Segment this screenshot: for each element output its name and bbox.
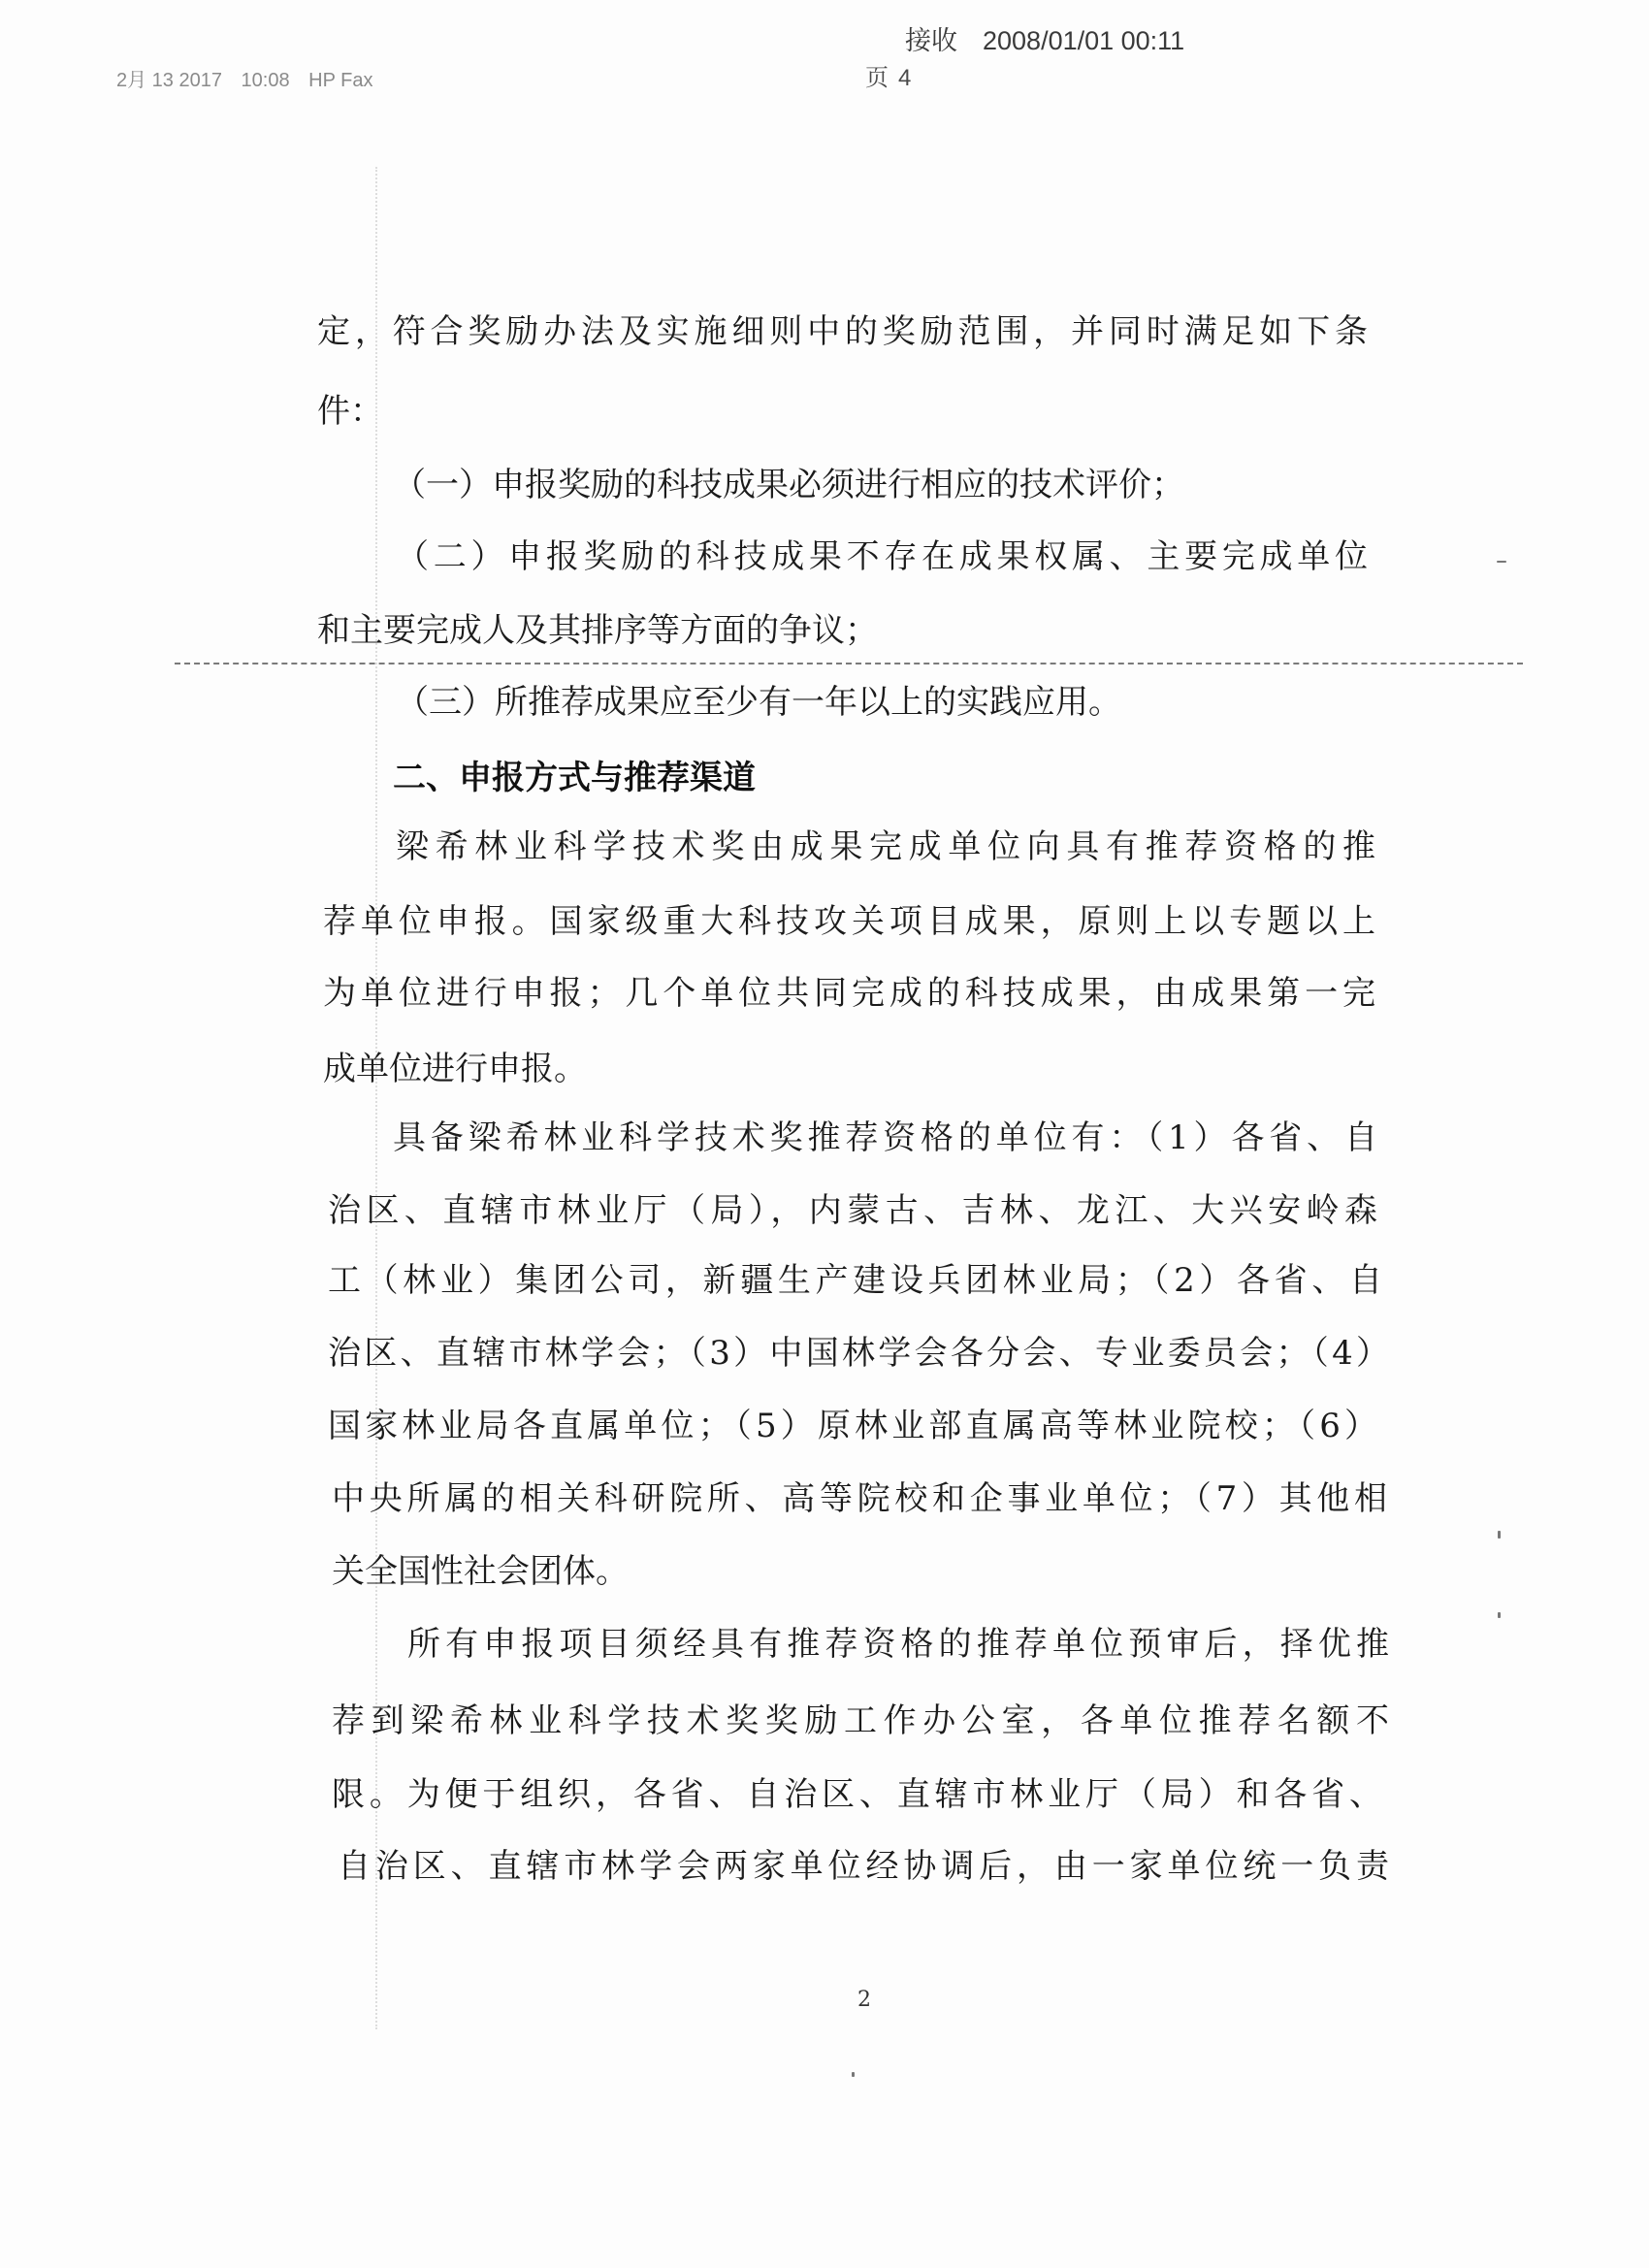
page-number: 2 bbox=[857, 1988, 871, 2012]
body-line: 所有申报项目须经具有推荐资格的推荐单位预审后，择优推 bbox=[407, 1625, 1389, 1664]
section-heading: 二、申报方式与推荐渠道 bbox=[393, 759, 756, 797]
fax-sent-stamp bbox=[116, 66, 373, 95]
sent-date: 2月 13 2017 bbox=[116, 70, 222, 91]
body-line: 治区、直辖市林学会；（3）中国林学会各分会、专业委员会；（4） bbox=[328, 1334, 1389, 1373]
body-line: 关全国性社会团体。 bbox=[332, 1552, 629, 1591]
condition-item: （二）申报奖励的科技成果不存在成果权属、主要完成单位 bbox=[396, 537, 1368, 576]
body-line: 具备梁希林业科学技术奖推荐资格的单位有：（1）各省、自 bbox=[393, 1118, 1377, 1157]
condition-item: （三）所推荐成果应至少有一年以上的实践应用。 bbox=[396, 683, 1121, 722]
condition-item-continued: 和主要完成人及其排序等方面的争议； bbox=[317, 611, 878, 650]
body-line: 为单位进行申报；几个单位共同完成的科技成果，由成果第一完 bbox=[323, 974, 1375, 1013]
fax-page-number: 4 bbox=[898, 65, 912, 91]
fax-page-label: 页 bbox=[865, 65, 889, 91]
received-datetime: 2008/01/01 00:11 bbox=[983, 26, 1185, 55]
body-line: 限。为便于组织，各省、自治区、直辖市林业厅（局）和各省、 bbox=[332, 1775, 1382, 1814]
scan-speck bbox=[1497, 561, 1506, 563]
body-line: 治区、直辖市林业厅（局），内蒙古、吉林、龙江、大兴安岭森 bbox=[328, 1191, 1377, 1230]
body-line: 工（林业）集团公司，新疆生产建设兵团林业局；（2）各省、自 bbox=[328, 1261, 1382, 1300]
body-line: 定，符合奖励办法及实施细则中的奖励范围，并同时满足如下条 bbox=[317, 312, 1368, 351]
scan-dotted-line bbox=[375, 167, 377, 2029]
body-line: 梁希林业科学技术奖由成果完成单位向具有推荐资格的推 bbox=[396, 827, 1375, 866]
body-line: 荐到梁希林业科学技术奖奖励工作办公室，各单位推荐名额不 bbox=[332, 1701, 1389, 1740]
fax-sender: HP Fax bbox=[308, 70, 373, 91]
body-line: 件： bbox=[317, 392, 383, 431]
scan-speck bbox=[1498, 1612, 1501, 1618]
body-line: 中央所属的相关科研院所、高等院校和企事业单位；（7）其他相 bbox=[332, 1479, 1387, 1518]
fax-page-indicator bbox=[865, 62, 911, 95]
body-line: 荐单位申报。国家级重大科技攻关项目成果，原则上以专题以上 bbox=[323, 902, 1375, 941]
sent-time: 10:08 bbox=[241, 70, 290, 91]
received-label: 接收 bbox=[905, 26, 957, 55]
scan-speck bbox=[852, 2072, 855, 2077]
condition-item: （一）申报奖励的科技成果必须进行相应的技术评价； bbox=[393, 466, 1184, 504]
scan-speck bbox=[1498, 1531, 1501, 1539]
fax-dashed-line bbox=[175, 663, 1523, 664]
body-line: 国家林业局各直属单位；（5）原林业部直属高等林业院校；（6） bbox=[328, 1407, 1377, 1445]
body-line: 自治区、直辖市林学会两家单位经协调后，由一家单位统一负责 bbox=[338, 1847, 1389, 1886]
body-line: 成单位进行申报。 bbox=[323, 1050, 587, 1088]
fax-received-stamp bbox=[905, 21, 1184, 60]
